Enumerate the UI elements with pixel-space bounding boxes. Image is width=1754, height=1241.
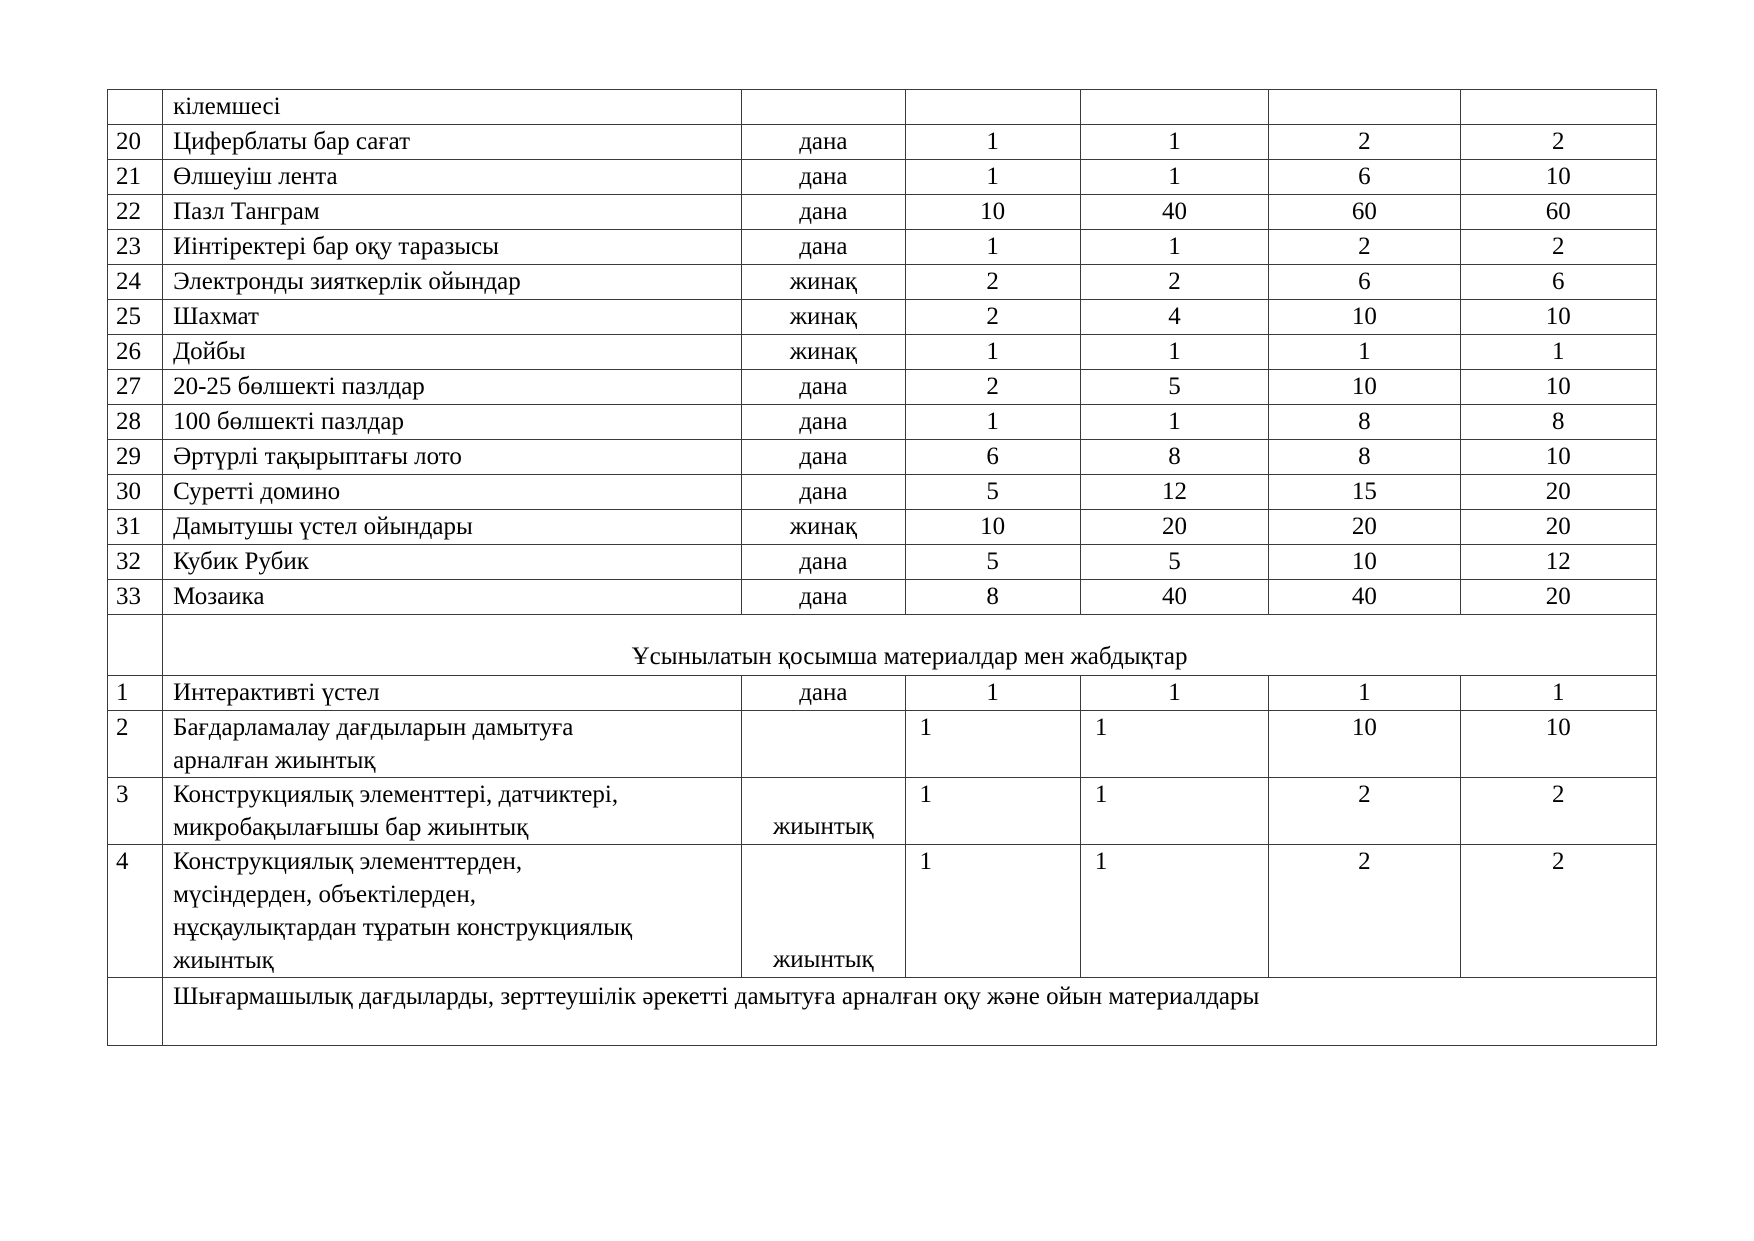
cell-v2: 1 <box>1080 125 1268 160</box>
cell-unit: жинақ <box>742 510 905 545</box>
cell-unit: дана <box>742 440 905 475</box>
cell-name-lines <box>173 711 737 777</box>
cell-v1: 1 <box>905 125 1080 160</box>
table-row <box>108 778 1657 845</box>
table-row <box>108 845 1657 978</box>
cell-num <box>108 978 163 1046</box>
cell-num: 21 <box>108 160 163 195</box>
table-row <box>108 195 1657 230</box>
cell-v3: 10 <box>1269 370 1460 405</box>
cell-v2: 1 <box>1080 778 1268 845</box>
table-row <box>108 125 1657 160</box>
cell-v2: 40 <box>1080 580 1268 615</box>
cell-v2: 1 <box>1080 405 1268 440</box>
section-heading: Шығармашылық дағдыларды, зерттеушілік әрекетті дамытуға арналған оқу және ойын материалдары <box>163 978 1657 1046</box>
cell-num <box>108 90 163 125</box>
table-row <box>108 230 1657 265</box>
cell-v2: 1 <box>1080 160 1268 195</box>
cell-name-line: арналған жиынтық <box>173 747 376 774</box>
cell-v3: 2 <box>1269 125 1460 160</box>
cell-v4: 1 <box>1460 676 1656 711</box>
cell-num: 25 <box>108 300 163 335</box>
cell-v4: 2 <box>1460 230 1656 265</box>
cell-v3: 8 <box>1269 405 1460 440</box>
cell-name: Циферблаты бар сағат <box>163 125 742 160</box>
table-row <box>108 545 1657 580</box>
cell-unit <box>742 90 905 125</box>
cell-v4: 10 <box>1460 711 1656 778</box>
cell-v4: 1 <box>1460 335 1656 370</box>
table-row <box>108 265 1657 300</box>
cell-unit: дана <box>742 370 905 405</box>
cell-v3: 1 <box>1269 676 1460 711</box>
cell-num: 24 <box>108 265 163 300</box>
cell-v3: 8 <box>1269 440 1460 475</box>
cell-name-line: микробақылағышы бар жиынтық <box>173 814 529 841</box>
cell-v1: 2 <box>905 265 1080 300</box>
cell-unit: жинақ <box>742 265 905 300</box>
cell-name <box>163 778 742 845</box>
cell-v4: 10 <box>1460 160 1656 195</box>
cell-v2: 40 <box>1080 195 1268 230</box>
cell-num <box>108 615 163 676</box>
cell-v1: 1 <box>905 230 1080 265</box>
cell-v1 <box>905 90 1080 125</box>
cell-num: 2 <box>108 711 163 778</box>
cell-v1: 1 <box>905 845 1080 978</box>
cell-num: 23 <box>108 230 163 265</box>
section-heading-row <box>108 978 1657 1046</box>
cell-v1: 10 <box>905 195 1080 230</box>
cell-name: Иінтіректері бар оқу таразысы <box>163 230 742 265</box>
cell-v4: 10 <box>1460 440 1656 475</box>
cell-v2: 1 <box>1080 230 1268 265</box>
cell-v2: 1 <box>1080 335 1268 370</box>
cell-v3: 20 <box>1269 510 1460 545</box>
section-heading-row <box>108 615 1657 676</box>
table-row <box>108 440 1657 475</box>
section-heading: Ұсынылатын қосымша материалдар мен жабдықтар <box>163 615 1657 676</box>
cell-v4: 8 <box>1460 405 1656 440</box>
cell-v1: 8 <box>905 580 1080 615</box>
cell-name: кілемшесі <box>163 90 742 125</box>
cell-v4: 20 <box>1460 510 1656 545</box>
cell-name: Дойбы <box>163 335 742 370</box>
cell-v2: 2 <box>1080 265 1268 300</box>
equipment-table <box>107 89 1657 1046</box>
cell-num: 32 <box>108 545 163 580</box>
table-row <box>108 676 1657 711</box>
cell-name: Суретті домино <box>163 475 742 510</box>
cell-unit: дана <box>742 580 905 615</box>
cell-v3: 6 <box>1269 160 1460 195</box>
cell-v4 <box>1460 90 1656 125</box>
table-row <box>108 475 1657 510</box>
cell-name: Пазл Танграм <box>163 195 742 230</box>
cell-unit: жинақ <box>742 300 905 335</box>
cell-num: 22 <box>108 195 163 230</box>
cell-v4: 2 <box>1460 125 1656 160</box>
cell-v4: 10 <box>1460 370 1656 405</box>
cell-v3: 10 <box>1269 711 1460 778</box>
table-body <box>108 90 1657 1046</box>
cell-v3: 6 <box>1269 265 1460 300</box>
cell-v4: 12 <box>1460 545 1656 580</box>
cell-v3: 2 <box>1269 230 1460 265</box>
cell-num: 1 <box>108 676 163 711</box>
cell-name: Өлшеуіш лента <box>163 160 742 195</box>
cell-name <box>163 711 742 778</box>
table-row <box>108 335 1657 370</box>
cell-name: Мозаика <box>163 580 742 615</box>
cell-v4: 2 <box>1460 845 1656 978</box>
cell-v1: 1 <box>905 676 1080 711</box>
cell-name: Дамытушы үстел ойындары <box>163 510 742 545</box>
cell-v3: 10 <box>1269 300 1460 335</box>
cell-v2: 8 <box>1080 440 1268 475</box>
cell-v2: 5 <box>1080 370 1268 405</box>
cell-v4: 20 <box>1460 580 1656 615</box>
cell-unit: дана <box>742 405 905 440</box>
table-row <box>108 711 1657 778</box>
cell-v3: 15 <box>1269 475 1460 510</box>
cell-num: 28 <box>108 405 163 440</box>
cell-unit <box>742 711 905 778</box>
cell-unit: дана <box>742 545 905 580</box>
cell-v1: 5 <box>905 545 1080 580</box>
cell-name: Шахмат <box>163 300 742 335</box>
cell-v2: 12 <box>1080 475 1268 510</box>
cell-v4: 10 <box>1460 300 1656 335</box>
cell-num: 26 <box>108 335 163 370</box>
cell-name: Кубик Рубик <box>163 545 742 580</box>
cell-unit: жиынтық <box>742 845 905 978</box>
cell-name-lines <box>173 845 737 977</box>
table-row-continuation <box>108 90 1657 125</box>
cell-v3: 10 <box>1269 545 1460 580</box>
cell-v4: 6 <box>1460 265 1656 300</box>
cell-v3: 2 <box>1269 845 1460 978</box>
cell-v1: 1 <box>905 335 1080 370</box>
table-row <box>108 580 1657 615</box>
cell-num: 33 <box>108 580 163 615</box>
cell-v3: 1 <box>1269 335 1460 370</box>
table-row <box>108 370 1657 405</box>
cell-v3: 2 <box>1269 778 1460 845</box>
cell-num: 3 <box>108 778 163 845</box>
cell-num: 27 <box>108 370 163 405</box>
cell-v1: 2 <box>905 370 1080 405</box>
cell-name-line: мүсіндерден, объектілерден, <box>173 881 477 908</box>
cell-name <box>163 845 742 978</box>
cell-v2: 1 <box>1080 676 1268 711</box>
cell-v1: 1 <box>905 160 1080 195</box>
cell-unit: дана <box>742 195 905 230</box>
cell-v1: 1 <box>905 711 1080 778</box>
cell-unit: дана <box>742 230 905 265</box>
cell-unit: дана <box>742 160 905 195</box>
cell-num: 31 <box>108 510 163 545</box>
cell-name-line: Конструкциялық элементтері, датчиктері, <box>173 781 619 808</box>
cell-v4: 2 <box>1460 778 1656 845</box>
cell-v2 <box>1080 90 1268 125</box>
cell-v1: 10 <box>905 510 1080 545</box>
cell-name: Интерактивті үстел <box>163 676 742 711</box>
cell-v1: 2 <box>905 300 1080 335</box>
cell-name-line: Бағдарламалау дағдыларын дамытуға <box>173 714 574 741</box>
cell-unit: дана <box>742 125 905 160</box>
table-row <box>108 160 1657 195</box>
cell-name-lines <box>173 778 737 844</box>
cell-unit: дана <box>742 475 905 510</box>
cell-unit: жиынтық <box>742 778 905 845</box>
cell-v1: 5 <box>905 475 1080 510</box>
table-row <box>108 300 1657 335</box>
table-row <box>108 510 1657 545</box>
cell-name: 100 бөлшекті пазлдар <box>163 405 742 440</box>
cell-num: 20 <box>108 125 163 160</box>
cell-name: Әртүрлі тақырыптағы лото <box>163 440 742 475</box>
cell-num: 30 <box>108 475 163 510</box>
cell-v2: 1 <box>1080 845 1268 978</box>
cell-v1: 1 <box>905 778 1080 845</box>
cell-num: 4 <box>108 845 163 978</box>
cell-v2: 5 <box>1080 545 1268 580</box>
cell-unit: жинақ <box>742 335 905 370</box>
cell-v2: 4 <box>1080 300 1268 335</box>
cell-v2: 20 <box>1080 510 1268 545</box>
cell-v1: 6 <box>905 440 1080 475</box>
cell-v3 <box>1269 90 1460 125</box>
cell-name-line: нұсқаулықтардан тұратын конструкциялық <box>173 914 633 941</box>
cell-unit: дана <box>742 676 905 711</box>
cell-v3: 60 <box>1269 195 1460 230</box>
cell-v3: 40 <box>1269 580 1460 615</box>
table-row <box>108 405 1657 440</box>
cell-v4: 60 <box>1460 195 1656 230</box>
cell-name: Электронды зияткерлік ойындар <box>163 265 742 300</box>
cell-v1: 1 <box>905 405 1080 440</box>
cell-num: 29 <box>108 440 163 475</box>
cell-v2: 1 <box>1080 711 1268 778</box>
cell-name: 20-25 бөлшекті пазлдар <box>163 370 742 405</box>
cell-name-line: Конструкциялық элементтерден, <box>173 848 523 875</box>
cell-v4: 20 <box>1460 475 1656 510</box>
cell-name-line: жиынтық <box>173 947 274 974</box>
